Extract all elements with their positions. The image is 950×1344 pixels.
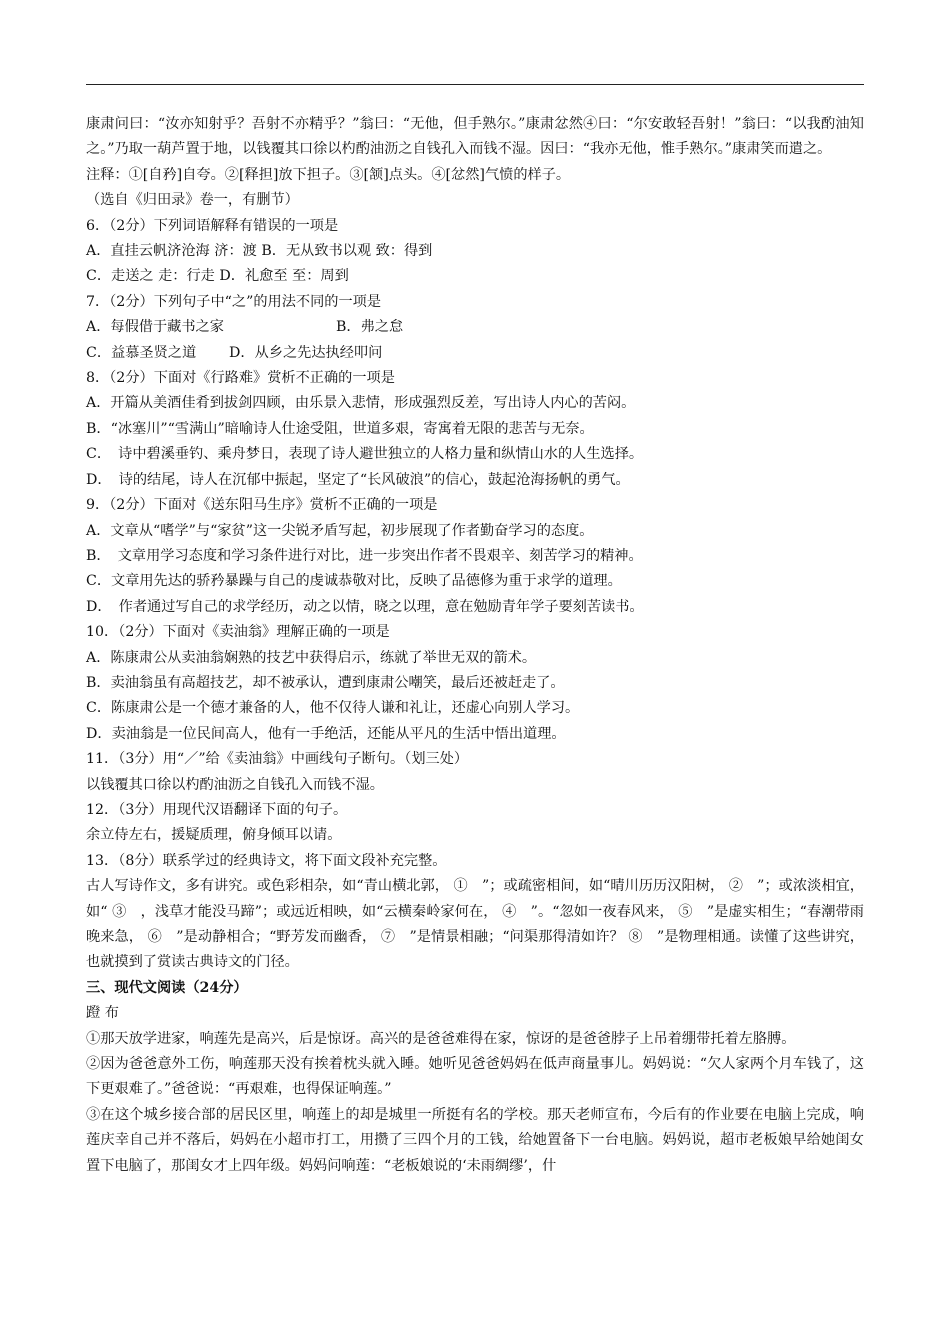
- reading-paragraph-3: ③在这个城乡接合部的居民区里，响莲上的却是城里一所挺有名的学校。那天老师宣布，今后有的作业要在电脑上完成，响莲庆幸自己并不落后，妈妈在小超市打工，用攒了三四个月的工钱，给她置备下一台电脑。妈妈说，超市老板娘早给她闺女置下电脑了，那闺女才上四年级。妈妈问响莲：“老板娘说的‘未雨绸缪’，什: [86, 1106, 864, 1174]
- question-13-stem: 13．（8分）联系学过的经典诗文，将下面文段补充完整。: [86, 852, 447, 869]
- question-13-text: 古人写诗作文，多有讲究。或色彩相杂，如“青山横北郭， ① ”；或疏密相间，如“晴川历历汉阳树， ② ”；或浓淡相宜，如“ ③ ，浅草才能没马蹄”；或远近相映，如“云横秦岭家何在， ④ ”。“忽如一夜春风来， ⑤ ”是虚实相生；“春潮带雨晚来急， ⑥ ”是动静相合；“野芳发而幽香， ⑦ ”是情景相融；“问渠那得清如许？ ⑧ ”是物理相通。读懂了这些讲究，也就摸到了赏读古典诗文的门径。: [86, 878, 864, 971]
- section-3-heading: 三、现代文阅读（24分）: [86, 979, 248, 996]
- question-8-option-b: B．“冰塞川”“雪满山”暗喻诗人仕途受阻，世道多艰，寄寓着无限的悲苦与无奈。: [86, 420, 594, 437]
- reading-title: 蹬 布: [86, 1005, 119, 1022]
- header-rule: [86, 84, 864, 85]
- question-6-options-ab: A．直挂云帆济沧海 济：渡 B．无从致书以观 致：得到: [86, 243, 433, 260]
- reading-paragraph-2: ②因为爸爸意外工伤，响莲那天没有挨着枕头就入睡。她听见爸爸妈妈在低声商量事儿。妈妈说：“欠人家两个月车钱了，这下更艰难了。”爸爸说：“再艰难，也得保证响莲。”: [86, 1056, 864, 1098]
- question-7-options-ab: [86, 315, 864, 340]
- passage-paragraph: 康肃问曰：“汝亦知射乎？吾射不亦精乎？”翁曰：“无他，但手熟尔。”康肃忿然④曰：“尔安敢轻吾射！”翁曰：“以我酌油知之。”乃取一葫芦置于地，以钱覆其口徐以杓酌油沥之自钱孔入而钱不湿。因曰：“我亦无他，惟手熟尔。”康肃笑而遣之。: [86, 116, 864, 158]
- question-11-text: 以钱覆其口徐以杓酌油沥之自钱孔入而钱不湿。: [86, 776, 384, 793]
- reading-paragraph-1: ①那天放学进家，响莲先是高兴，后是惊讶。高兴的是爸爸难得在家，惊讶的是爸爸脖子上吊着绷带托着左胳膊。: [86, 1030, 796, 1047]
- question-9-option-d: D． 作者通过写自己的求学经历，动之以情，晓之以理，意在勉励青年学子要刻苦读书。: [86, 598, 644, 615]
- question-8-option-d: D． 诗的结尾，诗人在沉郁中振起，坚定了“长风破浪”的信心，鼓起沧海扬帆的勇气。: [86, 471, 630, 488]
- question-10-option-c: C．陈康肃公是一个德才兼备的人，他不仅待人谦和礼让，还虚心向别人学习。: [86, 700, 580, 717]
- question-7-stem: 7．（2分）下列句子中“之”的用法不同的一项是: [86, 293, 382, 310]
- question-10-option-b: B．卖油翁虽有高超技艺，却不被承认，遭到康肃公嘲笑，最后还被赶走了。: [86, 674, 565, 691]
- question-7-option-a: A．每假借于藏书之家: [86, 319, 224, 336]
- question-6-options-cd: C．走送之 走：行走 D．礼愈至 至：周到: [86, 268, 349, 285]
- question-7-option-b: B．弗之怠: [336, 319, 404, 336]
- question-8-option-a: A．开篇从美酒佳肴到拔剑四顾，由乐景入悲情，形成强烈反差，写出诗人内心的苦闷。: [86, 395, 636, 412]
- question-9-option-c: C．文章用先达的骄矜暴躁与自己的虔诚恭敬对比，反映了品德修为重于求学的道理。: [86, 573, 622, 590]
- passage-source: （选自《归田录》卷一，有删节）: [86, 192, 299, 209]
- question-9-option-a: A．文章从“嗜学”与“家贫”这一尖锐矛盾写起，初步展现了作者勤奋学习的态度。: [86, 522, 594, 539]
- question-8-option-c: C． 诗中碧溪垂钓、乘舟梦日，表现了诗人避世独立的人格力量和纵情山水的人生选择。: [86, 446, 644, 463]
- question-10-option-a: A．陈康肃公从卖油翁娴熟的技艺中获得启示，练就了举世无双的箭术。: [86, 649, 537, 666]
- document-body: [86, 112, 864, 1179]
- question-8-stem: 8．（2分）下面对《行路难》赏析不正确的一项是: [86, 370, 395, 387]
- question-12-text: 余立侍左右，援疑质理，俯身倾耳以请。: [86, 827, 342, 844]
- question-9-option-b: B． 文章用学习态度和学习条件进行对比，进一步突出作者不畏艰辛、刻苦学习的精神。: [86, 547, 643, 564]
- question-10-option-d: D．卖油翁是一位民间高人，他有一手绝活，还能从平凡的生活中悟出道理。: [86, 725, 566, 742]
- question-10-stem: 10．（2分）下面对《卖油翁》理解正确的一项是: [86, 624, 390, 641]
- question-7-options-cd: C．益慕圣贤之道 D．从乡之先达执经叩问: [86, 344, 383, 361]
- passage-notes: 注释：①[自矜]自夸。②[释担]放下担子。③[颔]点头。④[忿然]气愤的样子。: [86, 166, 571, 183]
- question-9-stem: 9．（2分）下面对《送东阳马生序》赏析不正确的一项是: [86, 497, 438, 514]
- question-11-stem: 11．（3分）用“／”给《卖油翁》中画线句子断句。（划三处）: [86, 751, 469, 768]
- question-12-stem: 12．（3分）用现代汉语翻译下面的句子。: [86, 801, 348, 818]
- question-6-stem: 6．（2分）下列词语解释有错误的一项是: [86, 217, 339, 234]
